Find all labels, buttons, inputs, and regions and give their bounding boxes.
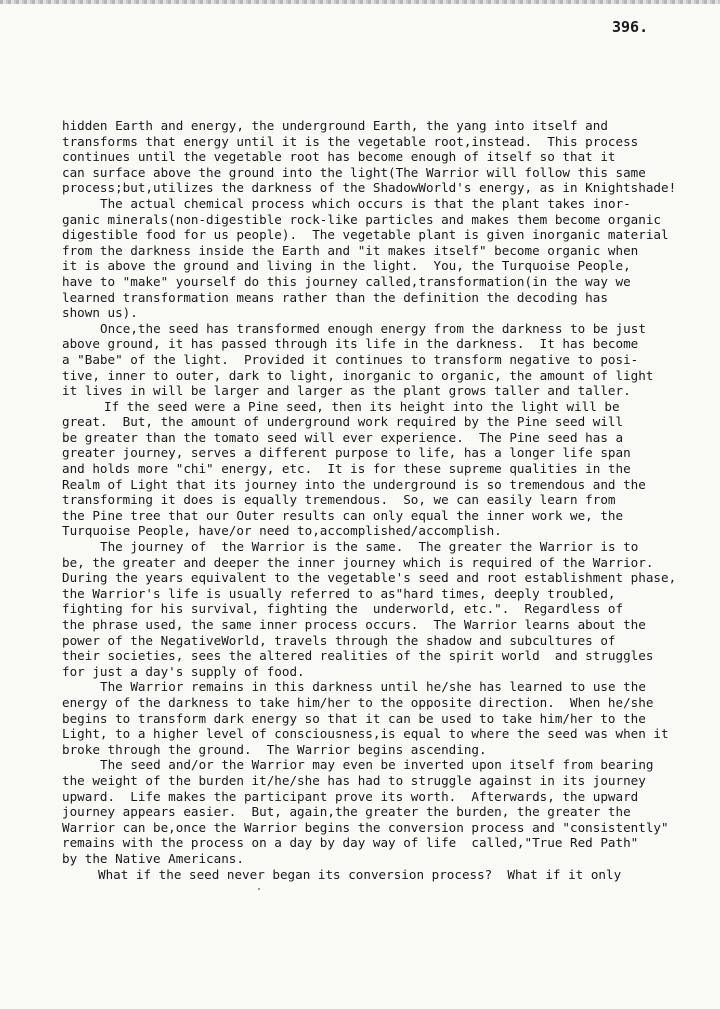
- text-line: shown us).: [62, 305, 138, 321]
- text-line: upward. Life makes the participant prove its worth. Afterwards, the upward: [62, 788, 639, 804]
- text-line: digestible food for us people). The vegetable plant is given inorganic material: [62, 227, 669, 243]
- text-line: begins to transform dark energy so that it can be used to take him/her to the: [62, 710, 646, 726]
- text-line: remains with the process on a day by day way of life called,"True Red Path": [62, 835, 639, 851]
- text-line: The journey of the Warrior is the same. The greater the Warrior is to: [100, 539, 639, 555]
- text-line: During the years equivalent to the vegetable's seed and root establishment phase,: [62, 570, 677, 586]
- text-line: have to "make" yourself do this journey called,transformation(in the way we: [62, 273, 631, 289]
- scan-top-edge: [0, 0, 720, 4]
- text-line: a "Babe" of the light. Provided it continues to transform negative to posi-: [62, 351, 639, 367]
- text-line: What if the seed never began its conversion process? What if it only: [98, 866, 622, 882]
- text-line: be, the greater and deeper the inner journey which is required of the Warrior.: [62, 554, 654, 570]
- text-line: Once,the seed has transformed enough energy from the darkness to be just: [100, 320, 646, 336]
- text-line: ganic minerals(non-digestible rock-like particles and makes them become organic: [62, 211, 661, 227]
- text-line: Turquoise People, have/or need to,accomplished/accomplish.: [62, 523, 502, 539]
- page-number: 396.: [612, 18, 649, 36]
- text-line: the weight of the burden it/he/she has had to struggle against in its journey: [62, 772, 646, 788]
- text-line: broke through the ground. The Warrior begins ascending.: [62, 741, 487, 757]
- body-text: [62, 118, 702, 882]
- text-line: continues until the vegetable root has become enough of itself so that it: [62, 149, 616, 165]
- text-line: their societies, sees the altered realities of the spirit world and struggles: [62, 648, 654, 664]
- text-line: transforming it does is equally tremendous. So, we can easily learn from: [62, 492, 616, 508]
- text-line: can surface above the ground into the light(The Warrior will follow this same: [62, 164, 646, 180]
- text-line: from the darkness inside the Earth and "it makes itself" become organic when: [62, 242, 639, 258]
- text-line: fighting for his survival, fighting the underworld, etc.". Regardless of: [62, 601, 624, 617]
- text-line: The Warrior remains in this darkness until he/she has learned to use the: [100, 679, 646, 695]
- text-line: process;but,utilizes the darkness of the ShadowWorld's energy, as in Knightshade!: [62, 180, 677, 196]
- text-line: Warrior can be,once the Warrior begins the conversion process and "consistently": [62, 819, 669, 835]
- text-line: the Pine tree that our Outer results can only equal the inner work we, the: [62, 507, 624, 523]
- text-line: journey appears easier. But, again,the greater the burden, the greater the: [62, 804, 631, 820]
- text-line: it lives in will be larger and larger as the plant grows taller and taller.: [62, 383, 631, 399]
- text-line: by the Native Americans.: [62, 850, 244, 866]
- text-line: hidden Earth and energy, the underground Earth, the yang into itself and: [62, 118, 608, 133]
- text-line: The actual chemical process which occurs is that the plant takes inor-: [100, 195, 631, 211]
- text-line: the phrase used, the same inner process occurs. The Warrior learns about the: [62, 617, 646, 632]
- text-line: tive, inner to outer, dark to light, inorganic to organic, the amount of light: [62, 367, 654, 383]
- text-line: for just a day's supply of food.: [62, 663, 305, 679]
- text-line: the Warrior's life is usually referred to as"hard times, deeply troubled,: [62, 585, 616, 601]
- text-line: be greater than the tomato seed will ever experience. The Pine seed has a: [62, 429, 624, 445]
- text-line: greater journey, serves a different purpose to life, has a longer life span: [62, 445, 631, 461]
- text-line: it is above the ground and living in the light. You, the Turquoise People,: [62, 258, 631, 274]
- text-line: above ground, it has passed through its life in the darkness. It has become: [62, 336, 639, 352]
- text-line: If the seed were a Pine seed, then its height into the light will be: [104, 398, 620, 414]
- text-line: Realm of Light that its journey into the underground is so tremendous and the: [62, 476, 646, 492]
- text-line: transforms that energy until it is the vegetable root,instead. This process: [62, 133, 639, 149]
- text-line: energy of the darkness to take him/her to the opposite direction. When he/she: [62, 694, 654, 710]
- text-line: and holds more "chi" energy, etc. It is for these supreme qualities in the: [62, 461, 631, 477]
- text-line: learned transformation means rather than the definition the decoding has: [62, 289, 608, 305]
- text-line: great. But, the amount of underground work required by the Pine seed will: [62, 414, 624, 430]
- text-line: The seed and/or the Warrior may even be inverted upon itself from bearing: [100, 757, 654, 773]
- text-line: power of the NegativeWorld, travels through the shadow and subcultures of: [62, 632, 616, 648]
- scan-speck: [258, 888, 260, 890]
- text-line: Light, to a higher level of consciousness,is equal to where the seed was when it: [62, 726, 669, 742]
